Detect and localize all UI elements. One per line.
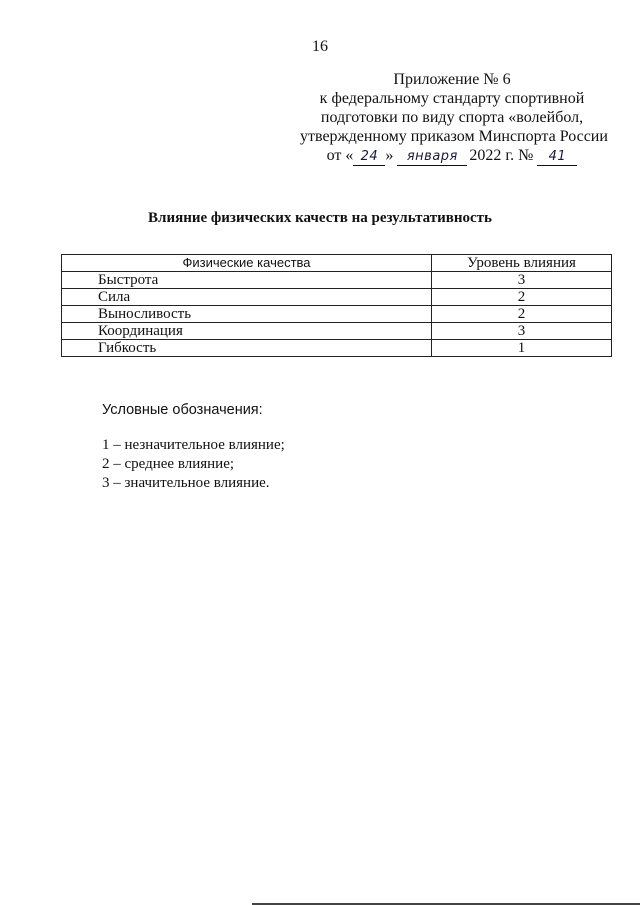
table-row <box>62 306 612 323</box>
legend <box>102 402 285 493</box>
quality-cell: Координация <box>62 323 432 340</box>
approval-date-line <box>300 146 604 166</box>
quality-cell: Выносливость <box>62 306 432 323</box>
handwritten-day: 24 <box>353 149 385 166</box>
physical-qualities-table <box>61 254 612 357</box>
handwritten-order-number: 41 <box>537 149 577 166</box>
table-row <box>62 323 612 340</box>
document-title: Влияние физических качеств на результативность <box>148 210 492 226</box>
quality-cell: Сила <box>62 289 432 306</box>
handwritten-month: января <box>397 149 467 166</box>
header-impact-level: Уровень влияния <box>432 255 612 272</box>
appendix-line-4: утвержденному приказом Минспорта России <box>300 128 608 145</box>
quality-cell: Гибкость <box>62 340 432 357</box>
appendix-line-2: к федеральному стандарту спортивной <box>319 90 585 107</box>
level-cell: 2 <box>432 289 612 306</box>
date-year: 2022 г. № <box>469 147 534 164</box>
level-cell: 2 <box>432 306 612 323</box>
table-row <box>62 272 612 289</box>
table-header-row <box>62 255 612 272</box>
legend-item: 2 – среднее влияние; <box>102 456 235 472</box>
legend-item: 1 – незначительное влияние; <box>102 437 285 453</box>
header-physical-qualities: Физические качества <box>62 255 432 272</box>
quality-cell: Быстрота <box>62 272 432 289</box>
level-cell: 3 <box>432 272 612 289</box>
legend-title: Условные обозначения: <box>102 402 263 418</box>
legend-item: 3 – значительное влияние. <box>102 475 270 491</box>
table-row <box>62 340 612 357</box>
appendix-header <box>300 70 608 166</box>
level-cell: 3 <box>432 323 612 340</box>
page-number: 16 <box>312 38 328 55</box>
date-quote-close: » <box>385 147 394 164</box>
date-prefix: от « <box>326 147 354 164</box>
appendix-line-3: подготовки по виду спорта «волейбол, <box>320 109 584 126</box>
level-cell: 1 <box>432 340 612 357</box>
table-row <box>62 289 612 306</box>
appendix-line-1: Приложение № 6 <box>393 71 511 88</box>
